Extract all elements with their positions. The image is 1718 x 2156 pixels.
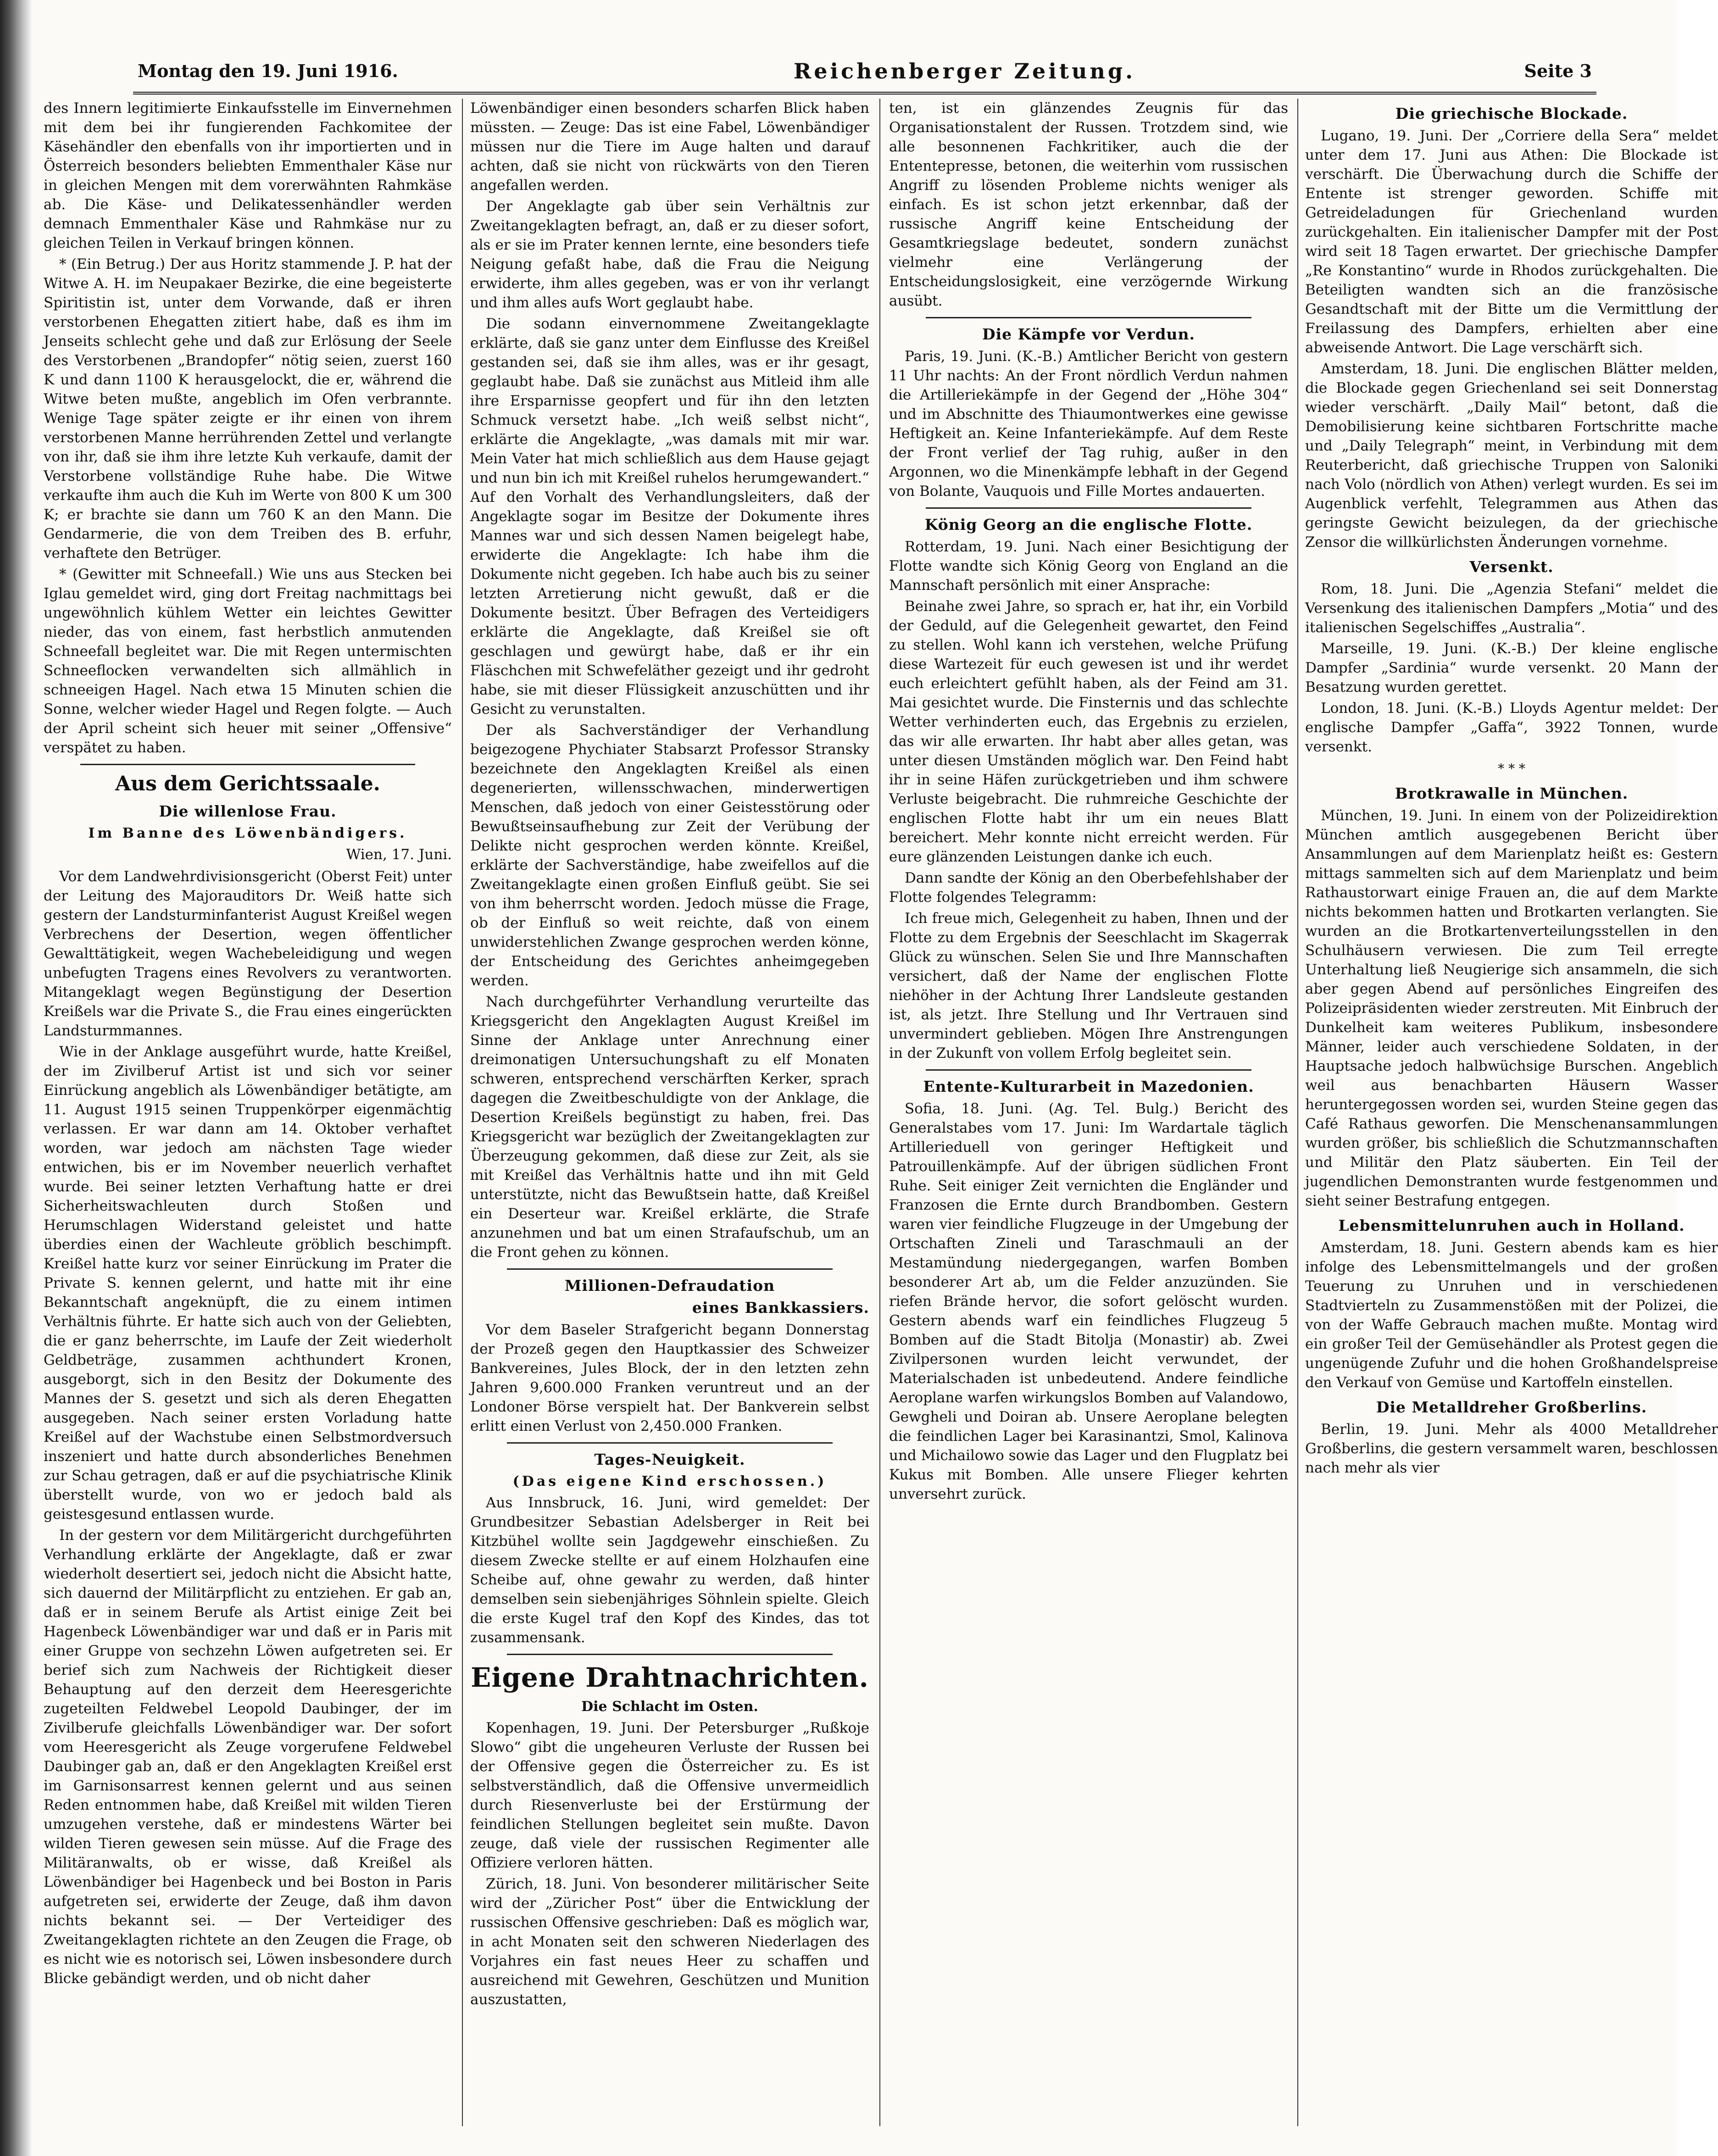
- paragraph: Lugano, 19. Juni. Der „Corriere della Sera“ meldet unter dem 17. Juni aus Athen: Die Blockade ist verschärft. Die Überwachung durch die Schiffe der Entente ist strenger geworden. Schiffe mit Getreideladungen für Griechenland wurden zurückgehalten. Ein italienischer Dampfer mit der Post wird seit 18 Tagen erwartet. Der griechische Dampfer „Re Konstantino“ wurde in Rhodos zurückgehalten. Die Beteiligten wandten sich an die französische Gesandtschaft mit der Bitte um die Vermittlung der Freilassung des Dampfers, erhielten aber eine abweisende Antwort. Die Lage verschärft sich.: [1305, 128, 1718, 356]
- paragraph: Sofia, 18. Juni. (Ag. Tel. Bulg.) Bericht des Generalstabes vom 17. Juni: Im Wardartale täglich Artillerieduell von geringer Heftigkeit und Patrouillenkämpfe. Auf der übrigen südlichen Front Ruhe. Seit einiger Zeit vernichten die Engländer und Franzosen die Ernte durch Brandbomben. Gestern waren vier feindliche Flugzeuge in der Umgebung der Ortschaften Zineli und Taraschmauli an der Mestamündung niedergegangen, warfen Bomben besonderer Art ab, um die Felder anzuzünden. Sie riefen Brände hervor, die sofort gelöscht wurden. Gestern abends warf ein feindliches Flugzeug 5 Bomben auf die Stadt Bitolja (Monastir) ab. Zwei Zivilpersonen wurden leicht verwundet, der Materialschaden ist unbedeutend. Andere feindliche Aeroplane warfen wirkungslos Bomben auf Valandowo, Gewgheli und Doiran ab. Unsere Aeroplane belegten die feindlichen Lager bei Karasinantzi, Smol, Kalinova und Michailowo sowie das Lager und den Flugplatz bei Kukus mit Bomben. Alle unsere Flieger kehrten unversehrt zurück.: [889, 1100, 1288, 1502]
- paragraph: Vor dem Landwehrdivisionsgericht (Oberst Feit) unter der Leitung des Majorauditors Dr. Weiß hatte sich gestern der Landsturminfanterist August Kreißel wegen Verbrechens der Desertion, wegen öffentlicher Gewalttätigkeit, wegen Wachebeleidigung und wegen unbefugten Tragens eines Revolvers zu verantworten. Mitangeklagt wegen Begünstigung der Desertion Kreißels war die Private S., die Frau eines eingerückten Landsturmmannes.: [44, 868, 452, 1039]
- column-rule: [462, 99, 463, 2126]
- section-heading: Eigene Drahtnachrichten.: [471, 1662, 869, 1693]
- scan-binding-edge: [0, 0, 32, 2156]
- paragraph: Nach durchgeführter Verhandlung verurteilte das Kriegsgericht den Angeklagten August Kreißel im Sinne der Anklage unter Anrechnung einer dreimonatigen Untersuchungshaft zu elf Monaten schweren, entsprechend verschärften Kerker, sprach dagegen die Zweitbeschuldigte von der Anklage, die Desertion Kreißels begünstigt zu haben, frei. Das Kriegsgericht war bezüglich der Zweitangeklagten zur Überzeugung gekommen, daß diese zur Zeit, als sie mit Kreißel das Verhältnis hatte und ihn mit Geld unterstützte, nicht das Bewußtsein hatte, daß Kreißel ein Deserteur war. Kreißel erklärte, die Strafe anzunehmen und bat um einen Strafaufschub, um an die Front gehen zu können.: [470, 994, 869, 1261]
- dateline: Wien, 17. Juni.: [346, 846, 452, 863]
- paragraph: Wie in der Anklage ausgeführt wurde, hatte Kreißel, der im Zivilberuf Artist ist und sich vor seiner Einrückung angeblich als Löwenbändiger betätigte, am 11. August 1915 seinen Truppenkörper eigenmächtig verlassen. Er war dann am 14. Oktober verhaftet worden, war jedoch am nächsten Tage wieder entwichen, bis er im November neuerlich verhaftet wurde. Bei seiner letzten Verhaftung hatte er drei Sicherheitswachleuten durch Stoßen und Herumschlagen Widerstand geleistet und hatte überdies einen der Wachleute gröblich beschimpft. Kreißel hatte kurz vor seiner Einrückung im Prater die Private S. kennen gelernt, und hatte mit ihr eine Bekanntschaft angeknüpft, die zu einem intimen Verhältnis führte. Er hatte sich auch von der Geliebten, die er ganz beherrschte, im Laufe der Zeit wiederholt Geldbeträge, zusammen achthundert Kronen, ausgeborgt, sich in den Besitz der Dokumente des Mannes der S. gesetzt und sich als deren Ehegatten ausgegeben. Nach seiner ersten Vorladung hatte Kreißel auf der Wachstube einen Selbstmordversuch inszeniert und hatte durch absonderliches Benehmen zur Schau getragen, daß er auf die psychiatrische Klinik überstellt wurde, von wo er jedoch bald als geistesgesund entlassen wurde.: [44, 1044, 452, 1523]
- column-4: [1305, 99, 1718, 2126]
- column-2: [470, 99, 869, 2126]
- article-title: König Georg an die englische Flotte.: [924, 516, 1253, 533]
- section-divider: [507, 1442, 833, 1444]
- section-divider: [507, 1268, 833, 1270]
- article-title: Versenkt.: [1469, 558, 1554, 576]
- section-divider: [926, 1069, 1251, 1071]
- article-title: Die griechische Blockade.: [1395, 105, 1628, 122]
- paragraph: Vor dem Baseler Strafgericht begann Donnerstag der Prozeß gegen den Hauptkassier des Schweizer Bankvereines, Jules Block, der in den letzten zehn Jahren 9,600.000 Franken veruntreut und an der Londoner Börse verspielt hat. Der Bankverein selbst erlitt einen Verlust von 2,450.000 Franken.: [470, 1322, 869, 1434]
- page-number: Seite 3: [1524, 61, 1592, 81]
- newspaper-name: Reichenberger Zeitung.: [794, 59, 1136, 83]
- paragraph: Marseille, 19. Juni. (K.-B.) Der kleine englische Dampfer „Sardinia“ wurde versenkt. 20 Mann der Besatzung wurden gerettet.: [1305, 640, 1718, 695]
- paragraph: Dann sandte der König an den Oberbefehlshaber der Flotte folgendes Telegramm:: [889, 870, 1288, 906]
- paragraph: Amsterdam, 18. Juni. Die englischen Blätter melden, die Blockade gegen Griechenland sei seit Donnerstag wieder verschärft. „Daily Mail“ betont, daß die Demobilisierung keine sichtbaren Fortschritte mache und „Daily Telegraph“ meint, in Verbindung mit dem Reuterbericht, daß griechische Truppen von Saloniki nach Volo (nördlich von Athen) verlegt wurden. Es sei im Augenblick verfehlt, Telegrammen aus Athen das geringste Gewicht beizulegen, da der griechische Zensor die willkürlichsten Änderungen vornehme.: [1305, 361, 1718, 550]
- paragraph: Paris, 19. Juni. (K.-B.) Amtlicher Bericht von gestern 11 Uhr nachts: An der Front nördlich Verdun nahmen die Artilleriekämpfe in der Gegend der „Höhe 304“ und im Abschnitte des Thiaumontwerkes eine gewisse Heftigkeit an. Keine Infanteriekämpfe. Auf dem Reste der Front verlief der Tag ruhig, außer in den Argonnen, wo die Minenkämpfe lebhaft in der Gegend von Bolante, Vauquois und Fille Mortes andauerten.: [889, 348, 1288, 500]
- paragraph: * (Gewitter mit Schneefall.) Wie uns aus Stecken bei Iglau gemeldet wird, ging dort Freitag nachmittags bei ungewöhnlich kühlem Wetter ein leichtes Gewitter nieder, das von einem, fast herbstlich anmutenden Schneefall begleitet war. Die mit Regen untermischten Schneeflocken verwandelten sich allmählich in schneeigen Hagel. Nach etwa 15 Minuten schien die Sonne, welcher wieder Hagel und Regen folgte. — Auch der April scheint sich heuer mit seiner „Offensive“ verspätet zu haben.: [44, 566, 452, 756]
- separator-stars: * * *: [1498, 761, 1525, 776]
- column-rule: [1297, 99, 1298, 2126]
- article-title: Die Metalldreher Großberlins.: [1376, 1398, 1647, 1416]
- article-title: Millionen-Defraudation: [564, 1277, 775, 1295]
- page-header: [133, 55, 1596, 94]
- article-title: Brotkrawalle in München.: [1395, 784, 1629, 802]
- paragraph: München, 19. Juni. In einem von der Polizeidirektion München amtlich ausgegebenen Bericht über Ansammlungen auf dem Marienplatz heißt es: Gestern mittags sammelten sich auf dem Marienplatz und beim Rathaustorwart einige Frauen an, die auf dem Markte nichts bekommen hatten und Brotkarten verlangten. Sie wurden an die Brotkartenverteilungsstellen in den Schulhäusern verwiesen. Die zum Teil erregte Unterhaltung ließ Neugierige sich ansammeln, die sich aber gegen Abend auf persönliches Eingreifen des Polizeipräsidenten wieder zerstreuten. Mit Einbruch der Dunkelheit kam weiteres Publikum, insbesondere Männer, leider auch verschiedene Soldaten, in der Hauptsache jedoch halbwüchsige Burschen. Angeblich weil aus benachbarten Häusern Wasser heruntergegossen worden sei, wurden Steine gegen das Café Rathaus geworfen. Die Menschenansammlungen wurden größer, bis schließlich die Schutzmannschaften und Militär den Platz säuberten. Ein Teil der jugendlichen Demonstranten wurde festgenommen und sieht seiner Bestrafung entgegen.: [1305, 807, 1718, 1209]
- article-subtitle: Im Banne des Löwenbändigers.: [88, 825, 407, 841]
- article-title: Tages-Neuigkeit.: [594, 1450, 745, 1468]
- article-title: Die willenlose Frau.: [159, 802, 337, 820]
- paragraph: In der gestern vor dem Militärgericht durchgeführten Verhandlung erklärte der Angeklagte, daß er zwar wiederholt desertiert sei, jedoch nicht die Absicht hatte, sich dauernd der Militärpflicht zu entziehen. Er gab an, daß er in seinem Berufe als Artist einige Zeit bei Hagenbeck Löwenbändiger war und daß er in Paris mit einer Gruppe von sechzehn Löwen aufgetreten sei. Er berief sich zum Nachweis der Richtigkeit dieser Behauptung auf den derzeit dem Heeresgerichte zugeteilten Feldwebel Leopold Daubinger, der im Zivilberufe gleichfalls Löwenbändiger war. Der sofort vom Heeresgericht als Zeuge vorgerufene Feldwebel Daubinger gab an, daß er den Angeklagten Kreißel erst im Garnisonsarrest kennen gelernt und aus seinen Reden entnommen habe, daß Kreißel mit wilden Tieren umzugehen verstehe, daß er mindestens Wärter bei wilden Tieren gewesen sein müsse. Auf die Frage des Militäranwalts, ob er wisse, daß Kreißel als Löwenbändiger bei Hagenbeck und bei Boston in Paris aufgetreten sei, erwiderte der Zeuge, daß ihm davon nichts bekannt sei. — Der Verteidiger des Zweitangeklagten richtete an den Zeugen die Frage, ob es nicht wie es notorisch sei, Löwen insbesondere durch Blicke gebändigt werden, und ob nicht daher: [44, 1527, 452, 1987]
- column-3: [889, 99, 1288, 2126]
- section-divider: [926, 507, 1251, 509]
- section-heading: Aus dem Gerichtssaale.: [115, 772, 380, 795]
- paragraph: Rotterdam, 19. Juni. Nach einer Besichtigung der Flotte wandte sich König Georg von England an die Mannschaft persönlich mit einer Ansprache:: [889, 539, 1288, 594]
- section-divider: [926, 317, 1251, 318]
- paragraph: Der als Sachverständiger der Verhandlung beigezogene Phychiater Stabsarzt Professor Stransky bezeichnete den Angeklagten Kreißel als einen degenerierten, willensschwachen, minderwertigen Menschen, daß jedoch von einer Geistesstörung oder Bewußtseinsaufhebung zur Zeit der Verübung der Delikte nicht gesprochen werden könnte. Kreißel, erklärte der Sachverständige, habe zweifellos auf die Zweitangeklagte einen großen Einfluß geübt. Sie sei von ihm beherrscht worden. Jedoch müsse die Frage, ob der Einfluß so weit reichte, daß von einem unwiderstehlichen Zwange gesprochen werden könne, der Entscheidung des Gerichtes anheimgegeben werden.: [470, 722, 869, 989]
- column-rule: [879, 99, 880, 2126]
- article-title: Die Kämpfe vor Verdun.: [982, 325, 1195, 343]
- paragraph: ten, ist ein glänzendes Zeugnis für das Organisationstalent der Russen. Trotzdem sind, wie alle besonnenen Fachkritiker, auch die der Ententepresse, betonen, die weiterhin vom russischen Angriff zu lösenden Probleme nichts weniger als einfach. Es ist schon jetzt erkennbar, daß der russische Angriff keine Entscheidung der Gesamtkriegslage bedeutet, sondern zunächst vielmehr eine Verlängerung der Entscheidungslosigkeit, eine verzögernde Wirkung ausübt.: [889, 100, 1288, 309]
- article-title: Lebensmittelunruhen auch in Holland.: [1338, 1217, 1685, 1234]
- article-subtitle: (Das eigene Kind erschossen.): [512, 1473, 827, 1489]
- article-title-line2: eines Bankkassiers.: [692, 1299, 869, 1317]
- article-subtitle: Die Schlacht im Osten.: [581, 1699, 758, 1715]
- paragraph: des Innern legitimierte Einkaufsstelle im Einvernehmen mit dem bei ihr fungierenden Fachkomitee der Käsehändler den ebenfalls von ihr importierten und in Österreich besonders beliebten Emmenthaler Käse nur in gleichen Mengen mit dem vorerwähnten Rahmkäse ab. Die Käse- und Delikatessenhändler werden demnach Emmenthaler Käse und Rahmkäse nur zu gleichen Teilen in Verkauf bringen können.: [44, 100, 452, 251]
- paragraph: Löwenbändiger einen besonders scharfen Blick haben müssten. — Zeuge: Das ist eine Fabel, Löwenbändiger müssen nur die Tiere im Auge halten und darauf achten, daß sie nicht von rückwärts von den Tieren angefallen werden.: [470, 100, 869, 194]
- paragraph: Ich freue mich, Gelegenheit zu haben, Ihnen und der Flotte zu dem Ergebnis der Seeschlacht im Skagerrak Glück zu wünschen. Selen Sie und Ihre Mannschaften versichert, daß der Name der englischen Flotte niehöher in der Achtung Ihrer Landsleute gestanden ist, als jetzt. Ihre Stellung und Ihr Vertrauen sind unvermindert geblieben. Mögen Ihre Anstrengungen in der Zukunft von vollem Erfolg begleitet sein.: [889, 910, 1288, 1061]
- paragraph: Rom, 18. Juni. Die „Agenzia Stefani“ meldet die Versenkung des italienischen Dampfers „Motia“ und des italienischen Segelschiffes „Australia“.: [1305, 581, 1718, 636]
- paragraph: * (Ein Betrug.) Der aus Horitz stammende J. P. hat der Witwe A. H. im Neupakaer Bezirke, die eine begeisterte Spiritistin ist, unter dem Vorwande, daß er ihren verstorbenen Ehegatten zitiert habe, daß es ihm im Jenseits schlecht gehe und daß zur Erlösung der Seele des Verstorbenen „Brandopfer“ nötig seien, zuerst 160 K und dann 1100 K herausgelockt, die er, während die Witwe beten mußte, angeblich im Ofen verbrannte. Wenige Tage später zeigte er ihr einen von ihrem verstorbenen Manne herrührenden Zettel und verlangte von ihr, daß sie ihm ihre letzte Kuh verkaufe, damit der Verstorbene vollständige Ruhe habe. Die Witwe verkaufte ihm auch die Kuh im Werte von 800 K um 300 K; er brachte sie dann um 760 K an den Mann. Die Gendarmerie, die von dem Treiben des B. erfuhr, verhaftete den Betrüger.: [44, 256, 452, 561]
- article-columns: [44, 99, 1718, 2126]
- paragraph: Zürich, 18. Juni. Von besonderer militärischer Seite wird der „Züricher Post“ über die Entwicklung der russischen Offensive geschrieben: Daß es möglich war, in acht Monaten seit den schweren Niederlagen des Vorjahres ein fast neues Heer zu schaffen und ausreichend mit Gewehren, Geschützen und Munition auszustatten,: [470, 1876, 869, 2008]
- paragraph: Beinahe zwei Jahre, so sprach er, hat ihr, ein Vorbild der Geduld, auf die Gelegenheit gewartet, den Feind zu stellen. Wohl kann ich verstehen, welche Prüfung diese Wartezeit für euch gewesen ist und ihr werdet euch erleichtert gefühlt haben, als der Feind am 31. Mai gesichtet wurde. Die Finsternis und das schlechte Wetter verhinderten euch, das Ergebnis zu erzielen, das wir alle erwarten. Ihr habt aber alles getan, was unter diesen Umständen möglich war. Den Feind habt ihr in seine Häfen zurückgetrieben und ihm schwere Verluste beigebracht. Die ruhmreiche Geschichte der englischen Flotte habt ihr um ein neues Blatt bereichert. Mehr konnte nicht erreicht werden. Für eure glänzenden Leistungen danke ich euch.: [889, 598, 1288, 865]
- paragraph: London, 18. Juni. (K.-B.) Lloyds Agentur meldet: Der englische Dampfer „Gaffa“, 3922 Tonnen, wurde versenkt.: [1305, 700, 1718, 755]
- paragraph: Amsterdam, 18. Juni. Gestern abends kam es hier infolge des Lebensmittelmangels und der großen Teuerung zu Unruhen und in verschiedenen Stadtvierteln zu Zusammenstößen mit der Polizei, die von der Waffe Gebrauch machen mußte. Montag wird ein großer Teil der Gemüsehändler als Protest gegen die ungenügende Zufuhr und die hohen Großhandelspreise den Verkauf von Gemüse und Kartoffeln einstellen.: [1305, 1239, 1718, 1391]
- header-date: Montag den 19. Juni 1916.: [138, 61, 398, 81]
- paragraph: Der Angeklagte gab über sein Verhältnis zur Zweitangeklagten befragt, an, daß er zu dieser sofort, als er sie im Prater kennen lernte, eine besonders tiefe Neigung gefaßt habe, daß die Frau die Neigung erwiderte, ihm alles gegeben, was er von ihr verlangt und ihm alles aufs Wort geglaubt habe.: [470, 198, 869, 311]
- section-divider: [507, 1654, 833, 1655]
- section-divider: [80, 764, 415, 765]
- paragraph: Berlin, 19. Juni. Mehr als 4000 Metalldreher Großberlins, die gestern versammelt waren, beschlossen nach mehr als vier: [1305, 1421, 1718, 1476]
- column-1: [44, 99, 452, 2126]
- paragraph: Aus Innsbruck, 16. Juni, wird gemeldet: Der Grundbesitzer Sebastian Adelsberger in Reit bei Kitzbühel wollte sein Jagdgewehr einschießen. Zu diesem Zwecke stellte er auf einem Holzhaufen eine Scheibe auf, ohne gewahr zu werden, daß hinter demselben sein siebenjähriges Söhnlein spielte. Gleich die erste Kugel traf den Kopf des Kindes, das tot zusammensank.: [470, 1495, 869, 1646]
- paragraph: Kopenhagen, 19. Juni. Der Petersburger „Rußkoje Slowo“ gibt die ungeheuren Verluste der Russen bei der Offensive gegen die Österreicher zu. Es ist selbstverständlich, daß die Offensive unvermeidlich durch Riesenverluste bei der Erstürmung der feindlichen Stellungen begleitet sein mußte. Davon zeuge, daß viele der russischen Regimenter alle Offiziere verloren hätten.: [470, 1720, 869, 1871]
- article-title: Entente-Kulturarbeit in Mazedonien.: [923, 1078, 1254, 1095]
- paragraph: Die sodann einvernommene Zweitangeklagte erklärte, daß sie ganz unter dem Einflusse des Kreißel gestanden sei, daß sie ihm alles, was er ihr gesagt, geglaubt habe. Daß sie zunächst aus Mitleid ihm alle ihre Ersparnisse geopfert und für ihn den letzten Schmuck versetzt habe. „Ich weiß selbst nicht“, erklärte die Angeklagte, „was damals mit mir war. Mein Vater hat mich schließlich aus dem Hause gejagt und nun bin ich mit Kreißel ruhelos herumgewandert.“ Auf den Vorhalt des Verhandlungsleiters, daß der Angeklagte sogar im Besitze der Dokumente ihres Mannes war und sich dessen Namen beigelegt habe, erwiderte die Angeklagte: Ich habe ihm die Dokumente nicht gegeben. Ich habe auch bis zu seiner letzten Arretierung nicht gewußt, daß er die Dokumente besitzt. Über Befragen des Verteidigers erklärte die Angeklagte, daß Kreißel sie oft geschlagen und gewürgt habe, daß er ihr ein Fläschchen mit Schwefeläther gezeigt und ihr gedroht habe, sie mit dieser Flüssigkeit anzuschütten und ihr Gesicht zu verunstalten.: [470, 316, 869, 717]
